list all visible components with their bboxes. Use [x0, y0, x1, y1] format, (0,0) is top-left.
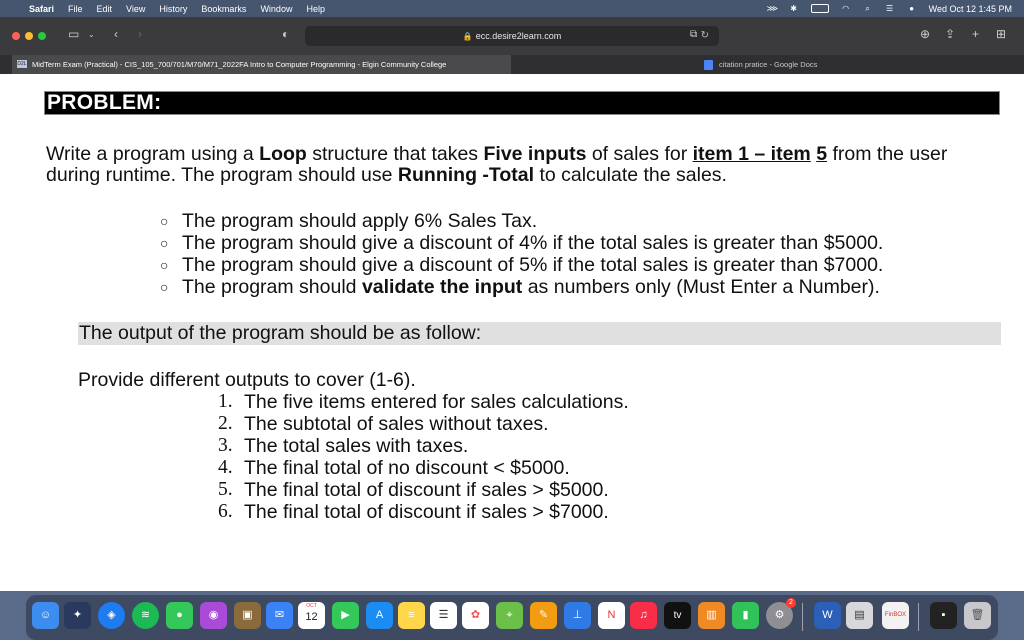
dock-separator — [918, 603, 919, 631]
menu-bar — [0, 0, 1024, 17]
vpn-icon[interactable]: ⋙ — [766, 3, 779, 13]
tab-bar — [0, 55, 1024, 74]
podcasts-icon[interactable]: ◉ — [200, 602, 227, 629]
trash-icon[interactable]: 🗑 — [964, 602, 991, 629]
apple-tv-icon[interactable]: tv — [664, 602, 691, 629]
word-icon[interactable]: W — [814, 602, 841, 629]
menu-help[interactable]: Help — [306, 3, 325, 14]
minimize-window-button[interactable] — [25, 32, 33, 40]
launchpad-icon[interactable]: ✦ — [64, 602, 91, 629]
list-item: 4. The final total of no discount < $5000. — [218, 457, 570, 479]
bullet-circle-icon: ○ — [160, 257, 169, 273]
menu-app-name[interactable]: Safari — [29, 3, 55, 14]
calendar-icon[interactable]: OCT 12 — [298, 602, 325, 629]
maps-icon[interactable]: ⌖ — [496, 602, 523, 629]
reader-icon[interactable]: ⧉ — [690, 29, 698, 40]
siri-icon[interactable]: ● — [909, 3, 915, 13]
spotify-icon[interactable]: ≋ — [132, 602, 159, 629]
url-text: ecc.desire2learn.com — [475, 31, 562, 41]
problem-heading-bar — [44, 91, 1000, 115]
mail-icon[interactable]: ✉ — [266, 602, 293, 629]
list-item: 2. The subtotal of sales without taxes. — [218, 413, 549, 435]
privacy-shield-icon[interactable]: ◐ — [282, 27, 290, 41]
problem-heading: PROBLEM: — [47, 91, 162, 114]
lock-icon: 🔒 — [462, 32, 473, 41]
list-item: 3. The total sales with taxes. — [218, 435, 469, 457]
finder-icon[interactable]: ☺ — [32, 602, 59, 629]
forward-button[interactable]: › — [138, 27, 142, 41]
menu-view[interactable]: View — [126, 3, 146, 14]
tab-title: citation pratice - Google Docs — [719, 60, 818, 69]
requirements-list — [160, 210, 883, 298]
sidebar-toggle-icon[interactable]: ▭ — [68, 27, 80, 41]
list-item: ○ The program should give a discount of 4% if the total sales is greater than $5000. — [160, 232, 884, 254]
new-tab-icon[interactable]: + — [972, 27, 980, 41]
notification-badge: 2 — [786, 598, 796, 608]
outputs-list — [218, 391, 629, 523]
music-icon[interactable]: ♫ — [630, 602, 657, 629]
bullet-circle-icon: ○ — [160, 213, 169, 229]
menu-history[interactable]: History — [159, 3, 188, 14]
list-item: ○ The program should validate the input as numbers only (Must Enter a Number). — [160, 276, 880, 298]
safari-icon[interactable]: ◈ — [98, 602, 125, 629]
messages-icon[interactable]: ● — [166, 602, 193, 629]
tab-title: MidTerm Exam (Practical) - CIS_105_700/701/M70/M71_2022FA Intro to Computer Programming - Elgin Community College — [32, 60, 447, 69]
keynote-icon[interactable]: ⊥ — [564, 602, 591, 629]
preview-icon[interactable]: ▤ — [846, 602, 873, 629]
provide-outputs-text: Provide different outputs to cover (1-6). — [78, 369, 416, 391]
app-store-icon[interactable]: A — [366, 602, 393, 629]
dock-separator — [802, 603, 803, 631]
bullet-circle-icon: ○ — [160, 279, 169, 295]
reload-icon[interactable]: ↻ — [700, 30, 709, 41]
numbers-icon[interactable]: ▮ — [732, 602, 759, 629]
wifi-icon[interactable]: ◠ — [842, 3, 850, 13]
bluetooth-icon[interactable]: ✱ — [790, 3, 797, 13]
tab-overview-icon[interactable]: ⊞ — [996, 27, 1007, 41]
notes-app-icon[interactable]: ▣ — [234, 602, 261, 629]
pages-icon[interactable]: ✎ — [530, 602, 557, 629]
parallels-icon[interactable]: FinBOX — [882, 602, 909, 629]
menu-clock[interactable]: Wed Oct 12 1:45 PM — [928, 3, 1012, 14]
zoom-window-button[interactable] — [38, 32, 46, 40]
control-center-icon[interactable]: ☰ — [886, 3, 894, 13]
list-item: ○ The program should apply 6% Sales Tax. — [160, 210, 538, 232]
menu-bookmarks[interactable]: Bookmarks — [201, 3, 247, 14]
news-icon[interactable]: N — [598, 602, 625, 629]
list-item: 1. The five items entered for sales calculations. — [218, 391, 629, 413]
d2l-favicon-icon: D2L — [17, 61, 27, 67]
google-docs-favicon-icon — [704, 60, 713, 70]
intro-paragraph: Write a program using a Loop structure that takes Five inputs of sales for item 1 – item 5 from the user during runtime. The program should use Running -Total to calculate the sales. — [46, 143, 948, 186]
battery-icon[interactable] — [811, 4, 829, 13]
photos-icon[interactable]: ✿ — [462, 602, 489, 629]
recent-window-icon[interactable]: ▪ — [930, 602, 957, 629]
notes-icon[interactable]: ≡ — [398, 602, 425, 629]
list-item: 6. The final total of discount if sales > $7000. — [218, 501, 609, 523]
spotlight-search-icon[interactable]: ⌕ — [865, 3, 870, 13]
download-icon[interactable]: ⊕ — [920, 27, 931, 41]
menu-window[interactable]: Window — [260, 3, 293, 14]
page-content — [0, 74, 1024, 591]
facetime-icon[interactable]: ▶ — [332, 602, 359, 629]
list-item: ○ The program should give a discount of 5% if the total sales is greater than $7000. — [160, 254, 884, 276]
close-window-button[interactable] — [12, 32, 20, 40]
dock — [26, 595, 998, 640]
browser-toolbar — [0, 17, 1024, 55]
list-item: 5. The final total of discount if sales > $5000. — [218, 479, 609, 501]
menu-edit[interactable]: Edit — [96, 3, 113, 14]
share-icon[interactable]: ⇪ — [945, 27, 956, 41]
reminders-icon[interactable]: ☰ — [430, 602, 457, 629]
chevron-down-icon[interactable]: ⌄ — [88, 30, 95, 39]
back-button[interactable]: ‹ — [114, 27, 118, 41]
output-heading: The output of the program should be as follow: — [78, 322, 1001, 345]
tab-midterm-exam[interactable] — [12, 55, 511, 74]
menu-file[interactable]: File — [68, 3, 83, 14]
bullet-circle-icon: ○ — [160, 235, 169, 251]
address-bar[interactable] — [305, 26, 719, 46]
tab-google-docs[interactable] — [700, 55, 1000, 74]
system-preferences-icon[interactable]: ⚙ — [766, 602, 793, 629]
books-icon[interactable]: ▥ — [698, 602, 725, 629]
